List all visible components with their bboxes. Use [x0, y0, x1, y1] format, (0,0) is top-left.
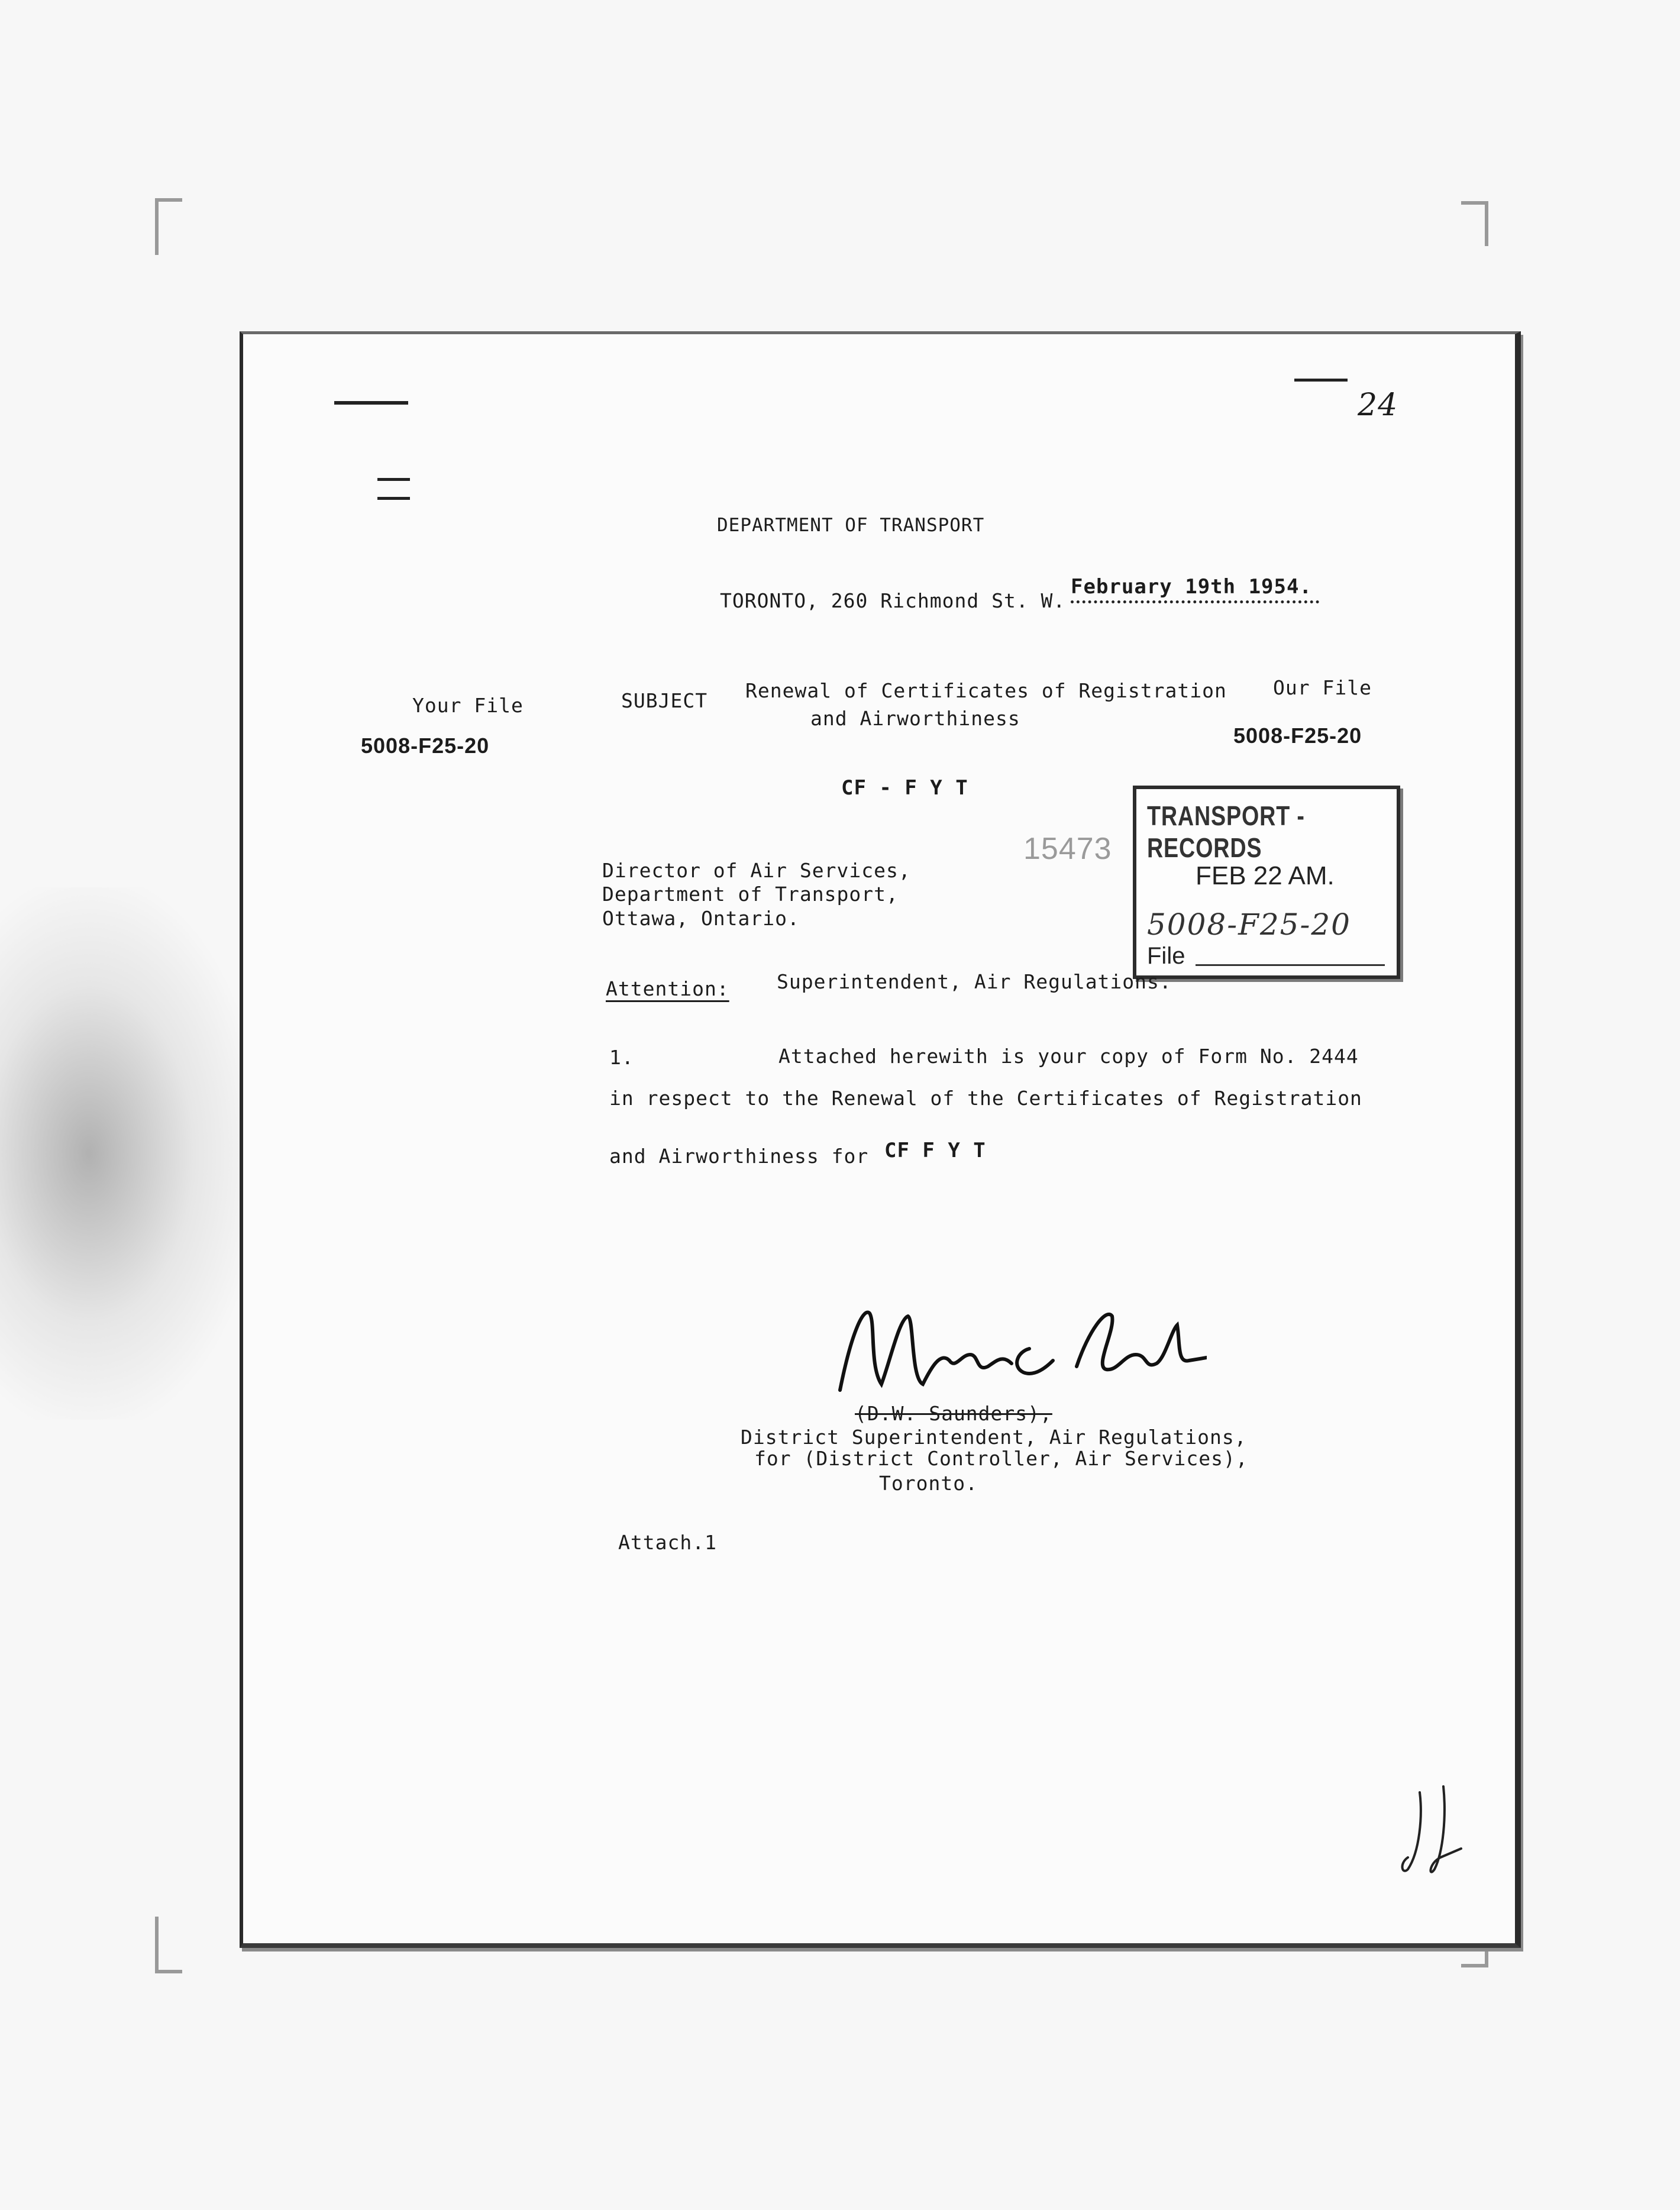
- our-file-number: 5008-F25-20: [1233, 723, 1362, 748]
- transport-records-stamp: [1133, 786, 1400, 979]
- ink-mark-bracket-2: [377, 497, 410, 500]
- ink-mark-bracket: [377, 478, 410, 481]
- ink-mark-top-right: [1294, 379, 1348, 382]
- stamp-file-line: [1196, 964, 1385, 966]
- scan-smudge: [0, 887, 254, 1420]
- body-line-1: Attached herewith is your copy of Form No. 2444: [778, 1045, 1359, 1068]
- stamp-file-number: 5008-F25-20: [1147, 907, 1351, 942]
- attachment-count: Attach.1: [618, 1531, 717, 1554]
- body-line-3-registration: CF F Y T: [884, 1139, 986, 1162]
- faint-stamp-number: 15473: [1023, 832, 1112, 866]
- your-file-label: Your File: [412, 694, 524, 717]
- letter-page: [240, 331, 1521, 1948]
- attention-text: Superintendent, Air Regulations.: [777, 970, 1172, 993]
- stamp-file-label: File: [1147, 943, 1185, 969]
- addressee-line-3: Ottawa, Ontario.: [602, 907, 800, 930]
- body-line-3-prefix: and Airworthiness for: [609, 1145, 869, 1168]
- handwritten-signature: [828, 1295, 1207, 1408]
- addressee-line-1: Director of Air Services,: [602, 859, 911, 882]
- signature-city: Toronto.: [879, 1472, 978, 1495]
- crop-mark-bottom-left: [155, 1917, 182, 1973]
- subject-line-1: Renewal of Certificates of Registration: [745, 679, 1227, 702]
- stamp-date: FEB 22 AM.: [1196, 861, 1335, 890]
- signature-name-line: (D.W. Saunders),: [855, 1402, 1052, 1425]
- paragraph-number: 1.: [609, 1046, 634, 1069]
- ink-mark-dash: [334, 401, 408, 405]
- registration-mark: CF - F Y T: [841, 776, 968, 800]
- subject-label: SUBJECT: [621, 689, 708, 712]
- handwritten-initials: [1396, 1781, 1473, 1881]
- page-number: 24: [1358, 387, 1398, 423]
- letterhead-department: DEPARTMENT OF TRANSPORT: [717, 515, 985, 536]
- signature-title-1: District Superintendent, Air Regulations,: [741, 1426, 1247, 1449]
- crop-mark-top-right: [1461, 201, 1488, 246]
- letterhead-address: TORONTO, 260 Richmond St. W.: [720, 589, 1066, 612]
- stamp-title: TRANSPORT - RECORDS: [1147, 800, 1305, 863]
- signature-title-2: for (District Controller, Air Services),: [754, 1447, 1248, 1470]
- letter-date: February 19th 1954.: [1071, 575, 1312, 599]
- date-dotted-line: [1071, 600, 1319, 603]
- crop-mark-top-left: [155, 198, 182, 255]
- attention-label: Attention:: [606, 977, 729, 1000]
- addressee-line-2: Department of Transport,: [602, 883, 899, 906]
- your-file-number: 5008-F25-20: [361, 734, 490, 758]
- our-file-label: Our File: [1273, 676, 1372, 699]
- body-line-2: in respect to the Renewal of the Certificates of Registration: [609, 1087, 1362, 1110]
- subject-line-2: and Airworthiness: [810, 707, 1020, 730]
